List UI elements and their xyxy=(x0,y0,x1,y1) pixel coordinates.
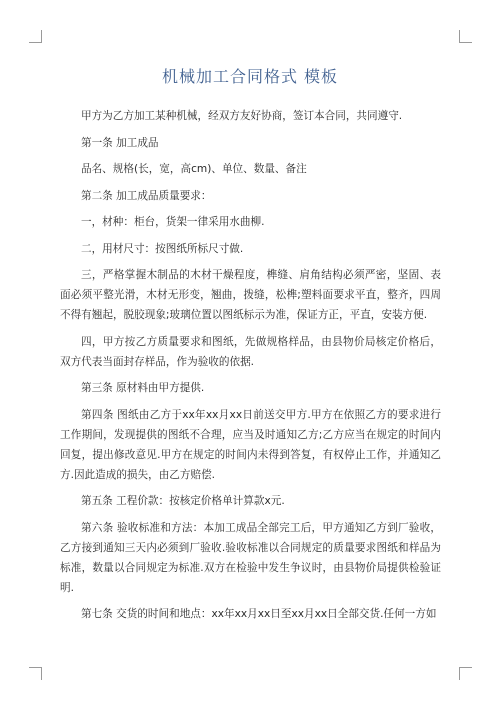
clause-1-heading: 第一条 加工成品 xyxy=(81,136,159,149)
clause-5: 第五条 工程价款：按核定价格单计算款x元. xyxy=(81,495,285,507)
crop-mark-bottom-left xyxy=(29,667,42,680)
clause-2-item-1: 一，材种：柜台，货架一律采用水曲柳. xyxy=(81,216,265,228)
clause-6: 第六条 验收标准和方法：本加工成品全部完工后，甲方通知乙方到厂验收，乙方接到通知三天内必须到厂验收.验收标准以合同规定的质量要求图纸和样品为标准，数量以合同规定为标准.双方在检验中发生争议时，由县物价局提供检验证明. xyxy=(60,521,441,594)
paragraph-intro: 甲方为乙方加工某种机械，经双方友好协商，签订本合同，共同遵守. xyxy=(81,110,403,122)
document-body xyxy=(60,106,441,631)
crop-mark-top-right xyxy=(459,30,472,43)
clause-2-item-4: 四，甲方按乙方质量要求和图纸，先做规格样品，由县物价局核定价格后，双方代表当面封存样品，作为验收的依据. xyxy=(60,335,441,368)
clause-2-heading: 第二条 加工成品质量要求： xyxy=(81,189,212,202)
crop-mark-top-left xyxy=(29,30,42,43)
crop-mark-bottom-right xyxy=(459,667,472,680)
clause-7: 第七条 交货的时间和地点：xx年xx月xx日至xx月xx日全部交货.任何一方如 xyxy=(81,608,437,620)
document-title: 机械加工合同格式 模板 xyxy=(161,67,339,86)
clause-2-item-3: 三，严格掌握木制品的木材干燥程度，榫缝、肩角结构必须严密，坚固、表面必须平整光滑，木材无形变，翘曲，拨缝，松榫;塑料面要求平直，整齐，四周不得有翘起，脱胶现象;玻璃位置以图纸标示为准，保证方正，平直，安装方便. xyxy=(60,269,441,321)
clause-1-items: 品名、规格(长，宽，高cm)、单位、数量、备注 xyxy=(81,163,307,175)
clause-4: 第四条 图纸由乙方于xx年xx月xx日前送交甲方.甲方在依照乙方的要求进行工作期间，发现提供的图纸不合理，应当及时通知乙方;乙方应当在规定的时间内回复，提出修改意见.甲方在规定的时间内未得到答复，有权停止工作，并通知乙方.因此造成的损失，由乙方赔偿. xyxy=(60,408,441,481)
clause-3: 第三条 原材料由甲方提供. xyxy=(81,382,205,394)
clause-2-item-2: 二，用材尺寸：按图纸所标尺寸做. xyxy=(81,242,244,255)
